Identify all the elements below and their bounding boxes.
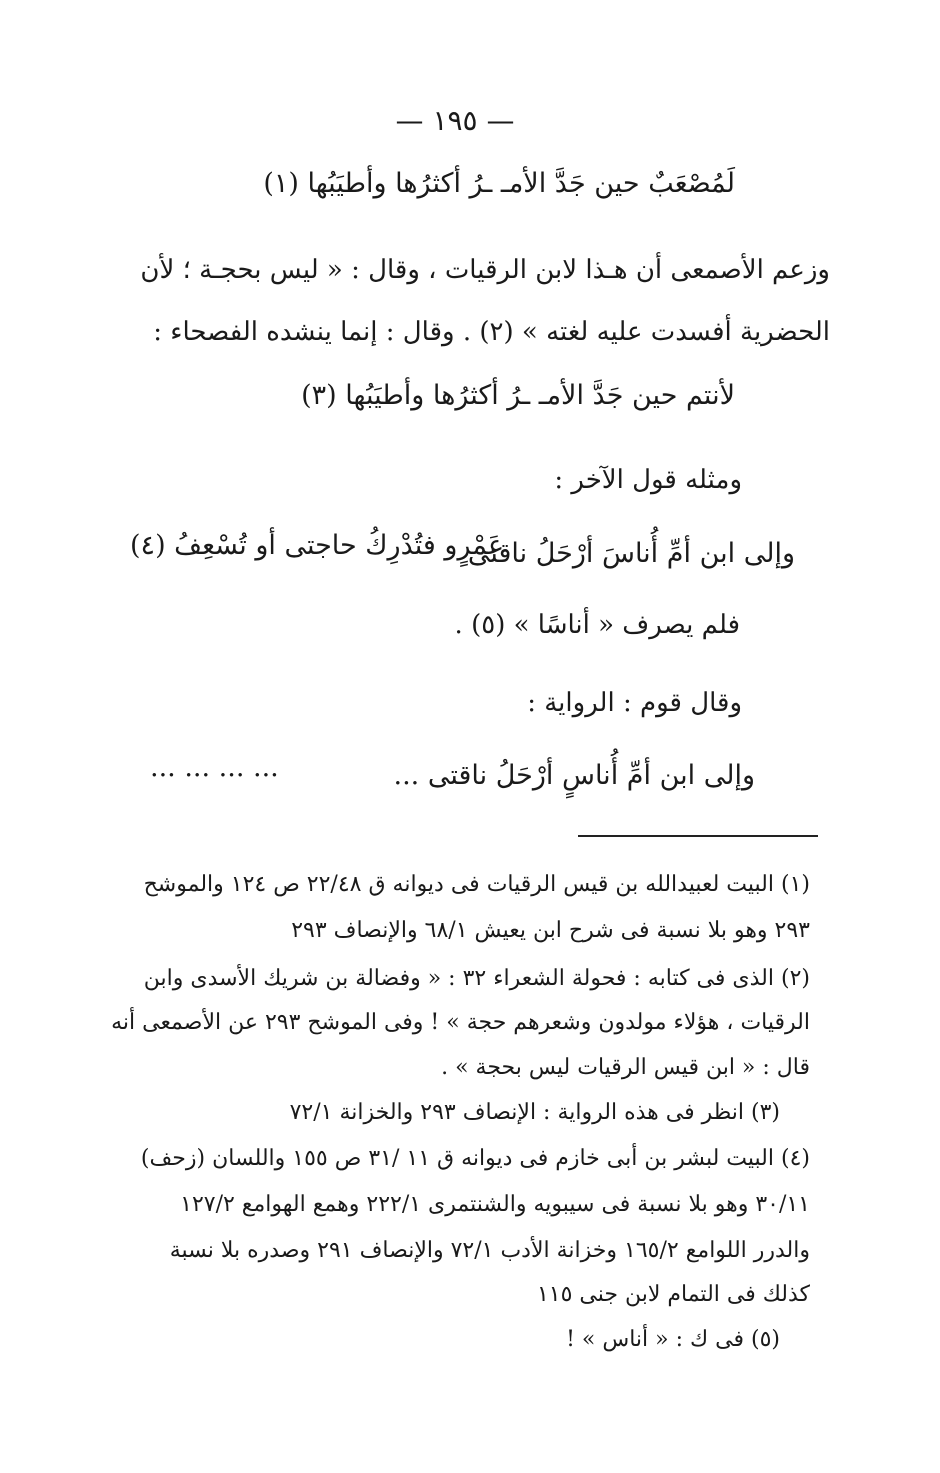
footnote-separator <box>578 835 818 837</box>
footnote-1-line-1: (١) البيت لعبيدالله بن قيس الرقيات فى ديوانه ق ٢٢/٤٨ ص ١٢٤ والموشح <box>143 872 810 897</box>
paragraph-3: فلم يصرف « أناسًا » (٥) . <box>454 610 740 640</box>
footnote-1-line-2: ٢٩٣ وهو بلا نسبة فى شرح ابن يعيش ٦٨/١ والإنصاف ٢٩٣ <box>291 918 810 943</box>
footnote-2-line-2: الرقيات ، هؤلاء مولدون وشعرهم حجة » ! وفى الموشح ٢٩٣ عن الأصمعى أنه <box>111 1010 810 1035</box>
page-number: — ١٩٥ — <box>395 104 515 137</box>
footnote-4-line-3: والدرر اللوامع ١٦٥/٢ وخزانة الأدب ٧٢/١ والإنصاف ٢٩١ وصدره بلا نسبة <box>169 1238 810 1263</box>
footnote-3-line-1: (٣) انظر فى هذه الرواية : الإنصاف ٢٩٣ والخزانة ٧٢/١ <box>289 1100 780 1125</box>
footnote-4-line-1: (٤) البيت لبشر بن أبى خازم فى ديوانه ق ١١ /٣١ ص ١٥٥ واللسان (زحف) <box>140 1146 810 1171</box>
verse-3-first-hemistich: وإلى ابن أمِّ أُناسَ أرْحَلُ ناقتى <box>467 538 795 569</box>
paragraph-4: وقال قوم : الرواية : <box>527 688 742 718</box>
footnote-2-line-3: قال : « ابن قيس الرقيات ليس بحجة » . <box>441 1055 810 1080</box>
verse-1: لَمُصْعَبٌ حين جَدَّ الأمـ ـرُ أكثرُها وأطيَبُها (١) <box>263 168 735 199</box>
verse-2: لأنتم حين جَدَّ الأمـ ـرُ أكثرُها وأطيَبُها (٣) <box>301 380 735 411</box>
paragraph-2: ومثله قول الآخر : <box>554 465 742 495</box>
footnote-4-line-2: ٣٠/١١ وهو بلا نسبة فى سيبويه والشنتمرى ٢٢٢/١ وهمع الهوامع ١٢٧/٢ <box>180 1192 810 1217</box>
paragraph-1-line-2: الحضرية أفسدت عليه لغته » (٢) . وقال : إنما ينشده الفصحاء : <box>153 317 830 347</box>
verse-4-second-hemistich: ... ... ... ... <box>150 752 279 783</box>
verse-4-first-hemistich: وإلى ابن أمِّ أُناسٍ أرْحَلُ ناقتى ... <box>393 760 755 791</box>
footnote-2-line-1: (٢) الذى فى كتابه : فحولة الشعراء ٣٢ : « وفضالة بن شريك الأسدى وابن <box>143 966 810 991</box>
footnote-5-line-1: (٥) فى ك : « أناس » ! <box>566 1327 780 1352</box>
paragraph-1-line-1: وزعم الأصمعى أن هـذا لابن الرقيات ، وقال : « ليس بحجـة ؛ لأن <box>140 255 830 285</box>
verse-3-second-hemistich: عَمْرٍو فتُدْرِكُ حاجتى أو تُسْعِفُ (٤) <box>130 530 505 561</box>
footnote-4-line-4: كذلك فى التمام لابن جنى ١١٥ <box>536 1282 810 1307</box>
